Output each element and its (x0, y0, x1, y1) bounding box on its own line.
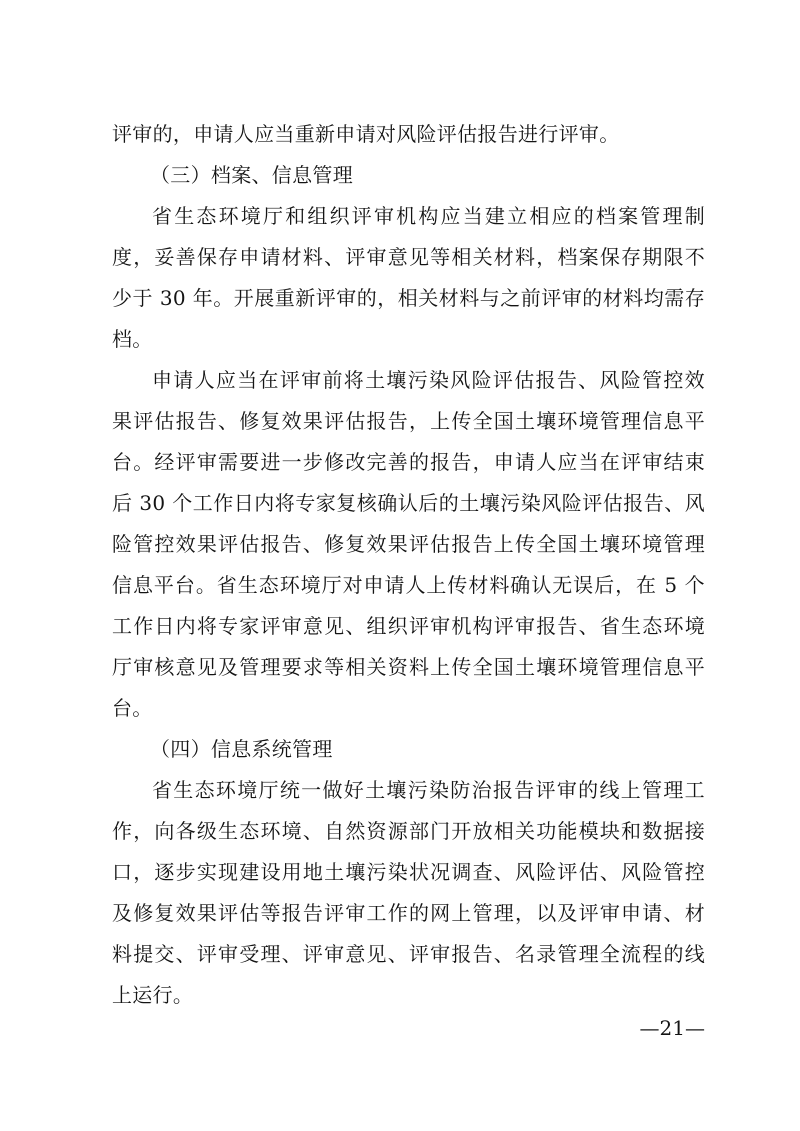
paragraph-archive-system (112, 196, 705, 360)
paragraph-line: 工作日内将专家评审意见、组织评审机构评审报告、省生态环境 (112, 614, 705, 638)
paragraph-line: 台。经评审需要进一步修改完善的报告，申请人应当在评审结束 (112, 450, 705, 474)
document-body (112, 114, 705, 1016)
paragraph-line: 险管控效果评估报告、修复效果评估报告上传全国土壤环境管理 (112, 532, 705, 556)
paragraph-line: 上运行。 (112, 983, 194, 1007)
paragraph-line: 台。 (112, 696, 153, 720)
paragraph-continuation-line: 评审的，申请人应当重新申请对风险评估报告进行评审。 (112, 122, 620, 146)
paragraph-line: 果评估报告、修复效果评估报告，上传全国土壤环境管理信息平 (112, 409, 705, 433)
paragraph-line: 省生态环境厅和组织评审机构应当建立相应的档案管理制 (152, 204, 705, 228)
paragraph-online-management (112, 770, 705, 1016)
section-heading-archive-info-management: （三）档案、信息管理 (150, 163, 353, 187)
paragraph-line: 度，妥善保存申请材料、评审意见等相关材料，档案保存期限不 (112, 245, 705, 269)
paragraph-line: 档。 (112, 327, 153, 351)
paragraph-line: 省生态环境厅统一做好土壤污染防治报告评审的线上管理工 (152, 778, 705, 802)
paragraph-line: 作，向各级生态环境、自然资源部门开放相关功能模块和数据接 (112, 819, 705, 843)
paragraph-line: 及修复效果评估等报告评审工作的网上管理，以及评审申请、材 (112, 901, 705, 925)
paragraph-line: 后 30 个工作日内将专家复核确认后的土壤污染风险评估报告、风 (112, 491, 705, 515)
paragraph-report-upload (112, 360, 705, 729)
paragraph-line: 少于 30 年。开展重新评审的，相关材料与之前评审的材料均需存 (112, 286, 705, 310)
paragraph-line: 申请人应当在评审前将土壤污染风险评估报告、风险管控效 (152, 368, 705, 392)
paragraph-line: 料提交、评审受理、评审意见、评审报告、名录管理全流程的线 (112, 942, 705, 966)
page-number: —21— (639, 1016, 705, 1040)
paragraph-line: 厅审核意见及管理要求等相关资料上传全国土壤环境管理信息平 (112, 655, 705, 679)
paragraph-line: 信息平台。省生态环境厅对申请人上传材料确认无误后，在 5 个 (112, 573, 705, 597)
section-heading-information-system-management: （四）信息系统管理 (150, 737, 333, 761)
paragraph-line: 口，逐步实现建设用地土壤污染状况调查、风险评估、风险管控 (112, 860, 705, 884)
